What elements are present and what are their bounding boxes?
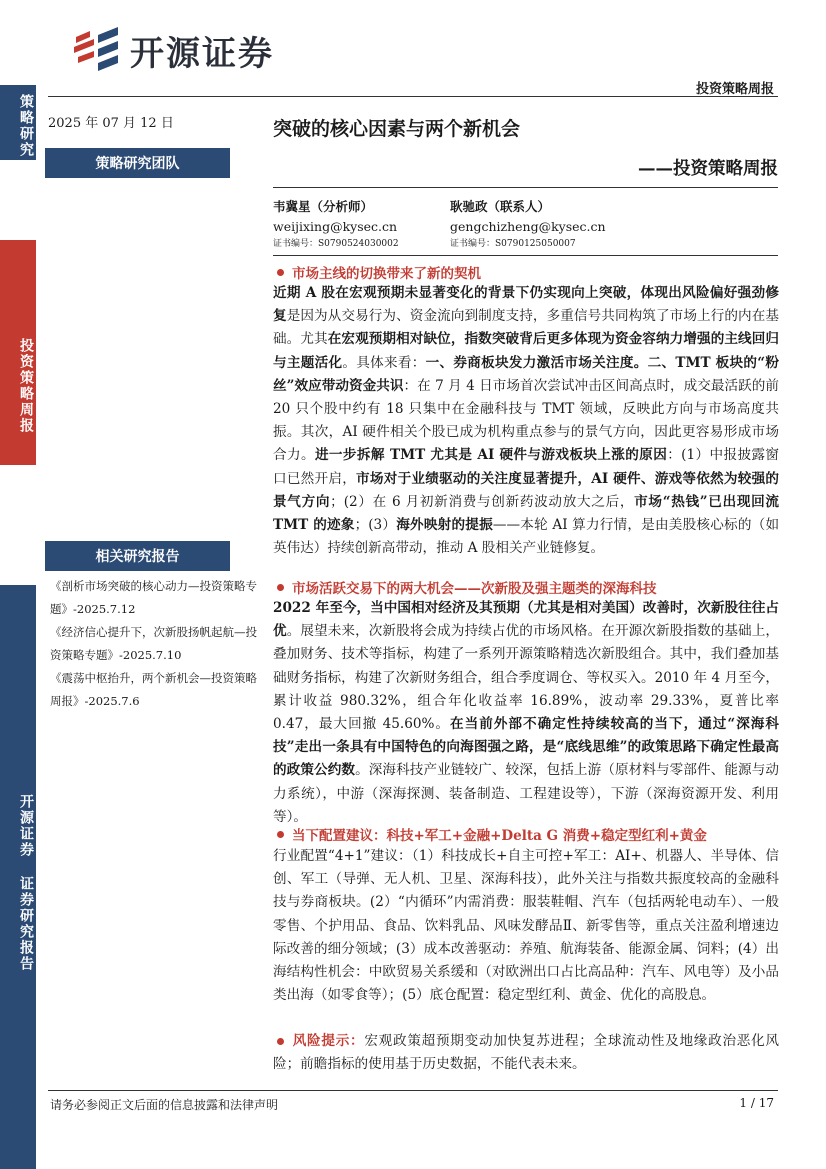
page-number: 1 / 17 <box>739 1096 774 1110</box>
body-bold: 近期 A 股在宏观预期未显著变化的背景下仍实现向上突破，体现出风险偏好强劲修复 <box>273 285 779 325</box>
body-bold: 市场对于业绩驱动的关注度显著提升，AI 硬件、游戏等依然为较强的景气方向 <box>273 470 780 510</box>
author-analyst <box>273 197 399 251</box>
section-heading-text: 市场主线的切换带来了新的契机 <box>292 266 481 282</box>
body-bold: 进一步拆解 TMT 尤其是 AI 硬件与游戏板块上涨的原因 <box>314 447 668 464</box>
risk-note <box>273 1030 779 1076</box>
risk-text: 宏观政策超预期变动加快复苏进程；全球流动性及地缘政治恶化风险；前瞻指标的使用基于历史数据，不能代表未来。 <box>273 1033 780 1073</box>
author-name: 韦冀星（分析师） <box>273 199 374 214</box>
author-email[interactable]: gengchizheng@kysec.cn <box>450 219 606 234</box>
author-contact <box>450 197 606 251</box>
side-tab-kysec: 开源证券 证券研究报告 <box>0 585 36 1169</box>
footer-divider <box>48 1090 778 1091</box>
risk-label: 风险提示： <box>292 1033 365 1049</box>
body-bold: 市场“热钱”已出现回流 TMT 的迹象 <box>273 493 780 534</box>
body-text: ：(1）中报披露窗口已然开启， <box>273 447 780 487</box>
report-type: 投资策略周报 <box>695 82 774 97</box>
related-report-link[interactable]: 《剖析市场突破的核心动力—投资策略专题》-2025.7.12 <box>50 579 257 616</box>
bullet-icon <box>277 269 284 276</box>
section-heading <box>273 824 707 844</box>
page-title: 突破的核心因素与两个新机会 <box>273 118 521 140</box>
bullet-icon <box>277 584 284 591</box>
report-date: 2025 年 07 月 12 日 <box>48 116 174 131</box>
header-divider <box>48 96 778 97</box>
side-tab-strategy: 策略研究 <box>0 85 36 160</box>
body-text: 。深海科技产业链较广、较深，包括上游（原材料与零部件、能源与动力系统），中游（深海探测、装备制造、工程建设等），下游（深海资源开发、利用等）。 <box>273 762 780 825</box>
body-text: 行业配置“4+1”建议：（1）科技成长+自主可控+军工：AI+、机器人、半导体、信创、军工（导弹、无人机、卫星、深海科技），此外关注与指数共振度较高的金融科技与券商板块。(2）“内循环”内需消费：服装鞋帽、汽车（包括两轮电动车）、一般零售、个护用品、食品、饮料乳品、风味发酵品Ⅱ、新零售等，重点关注盈利增速边际改善的细分领域；(3）成本改善驱动：养殖、航海装备、能源金属、饲料；(4）出海结构性机会：中欧贸易关系缓和（对欧洲出口占比高品种：汽车、风电等）及小品类出海（如零食等）；(5）底仓配置：稳定型红利、黄金、优化的高股息。 <box>273 848 779 1004</box>
section-heading <box>273 262 481 282</box>
body-bold: 在当前外部不确定性持续较高的当下，通过“深海科技”走出一条具有中国特色的向海图强之路，是“底线思维”的政策思路下确定性最高的政策公约数 <box>273 716 779 779</box>
section-body <box>273 282 779 560</box>
body-text: 。具体来看： <box>342 354 426 371</box>
bullet-icon <box>277 1038 284 1045</box>
body-text: ——本轮 AI 算力行情，是由美股核心标的（如英伟达）持续创新高带动，推动 A 股相关产业链修复。 <box>273 517 780 557</box>
body-bold: 海外映射的提振 <box>396 517 493 534</box>
team-label: 策略研究团队 <box>45 148 230 178</box>
related-report-link[interactable]: 《震荡中枢抬升，两个新机会—投资策略周报》-2025.7.6 <box>50 671 257 708</box>
body-text: 。展望未来，次新股将会成为持续占优的市场风格。在开源次新股指数的基础上，叠加财务、技术等指标，构建了一系列开源策略精选次新股组合。其中，我们叠加基础财务指标，构建了次新财务组合，组合季度调仓、等权买入。2010 年 4 月至今，累计收益 980.32%，组合年化收益率 16.89%，波动率 29.33%，夏普比率 0.47，最大回撤 45.60%。 <box>273 623 780 733</box>
author-name: 耿驰政（联系人） <box>450 199 551 214</box>
related-reports-label: 相关研究报告 <box>45 541 230 571</box>
related-reports-list <box>50 575 258 713</box>
brand-logo <box>72 26 274 74</box>
body-bold: 一、券商板块发力激活市场关注度。二、TMT 板块的“粉丝”效应带动资金共识 <box>273 354 779 394</box>
footer-disclaimer[interactable]: 请务必参阅正文后面的信息披露和法律声明 <box>50 1098 279 1112</box>
author-cert: 证书编号：S0790524030002 <box>273 239 399 249</box>
title-divider <box>273 187 778 188</box>
side-tab-weekly: 投资策略周报 <box>0 240 36 465</box>
related-report-link[interactable]: 《经济信心提升下，次新股扬帆起航—投资策略专题》-2025.7.10 <box>50 625 257 662</box>
body-text: ；(2）在 6 月初新消费与创新药波动放大之后， <box>330 493 635 510</box>
authors-divider <box>273 255 778 256</box>
section-heading-text: 市场活跃交易下的两大机会——次新股及强主题类的深海科技 <box>292 581 657 597</box>
section-body <box>273 845 779 1007</box>
author-cert: 证书编号：S0790125050007 <box>450 239 576 249</box>
logo-icon <box>72 27 122 73</box>
brand-name: 开源证券 <box>130 33 274 74</box>
body-text: 是因为从交易行为、资金流向到制度支持，多重信号共同构筑了市场上行的内在基础。尤其 <box>273 308 780 348</box>
body-text: ：在 7 月 4 日市场首次尝试冲击区间高点时，成交最活跃的前 20 只个股中约有 18 只集中在金融科技与 TMT 领域，反映此方向与市场高度共振。其次，AI 硬件相关个股已成为机构重点参与的景气方向，因此更容易形成市场合力。 <box>273 377 779 464</box>
bullet-icon <box>277 831 284 838</box>
section-heading-text: 当下配置建议：科技+军工+金融+Delta G 消费+稳定型红利+黄金 <box>292 828 707 844</box>
section-heading <box>273 577 657 597</box>
author-email[interactable]: weijixing@kysec.cn <box>273 219 398 234</box>
body-bold: 2022 年至今，当中国相对经济及其预期（尤其是相对美国）改善时，次新股往往占优 <box>273 600 779 640</box>
body-text: ；(3） <box>354 517 397 534</box>
section-body <box>273 597 779 829</box>
page-subtitle: ——投资策略周报 <box>638 159 778 179</box>
body-bold: 在宏观预期相对缺位，指数突破背后更多体现为资金容纳力增强的主线回归与主题活化 <box>273 331 780 371</box>
